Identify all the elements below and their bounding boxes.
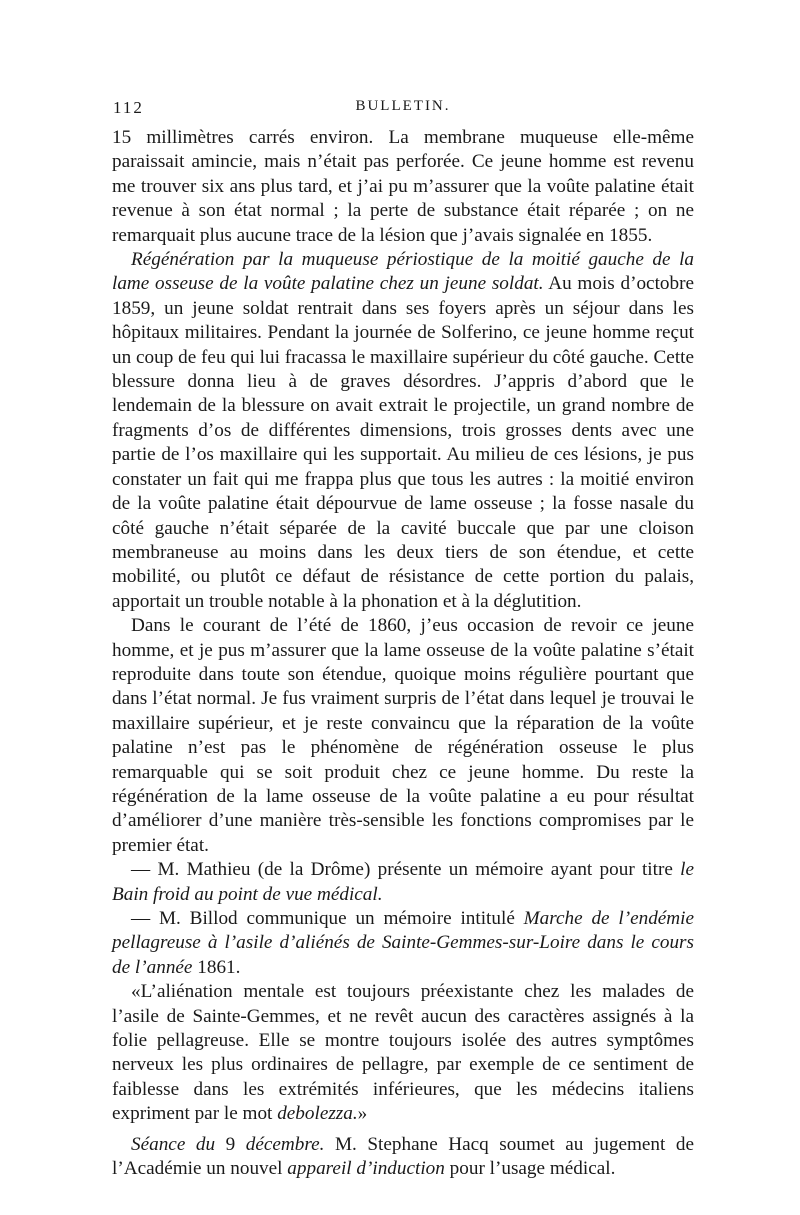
paragraph-text: Dans le courant de l’été de 1860, j’eus occasion de revoir ce jeune homme, et je pus m’assurer que la lame osseuse de la voûte palatine s’était reproduite dans toute son étendue, quoique moins régulière pourtant que dans l’état normal. Je fus vraiment surpris de l’état dans lequel je trouvai le maxillaire supérieur, et je reste convaincu que la réparation de la voûte palatine n’est pas le phénomène de régénération osseuse le plus remarquable qui se soit produit chez ce jeune homme. Du reste la régénération de la lame osseuse de la voûte palatine a eu pour résultat d’améliorer d’une manière très-sensible les fonctions compromises par le premier état. — [112, 615, 694, 856]
closing-guillemet: » — [357, 1103, 368, 1125]
paragraph-7 — [112, 1133, 694, 1182]
running-title: BULLETIN. — [355, 98, 451, 114]
paragraph-6 — [112, 980, 694, 1126]
body-text — [112, 126, 694, 1181]
paragraph-2 — [112, 248, 694, 614]
paragraph-text: M. Stephane Hacq soumet au jugement de l’Académie un nouvel — [112, 1133, 694, 1180]
memoir-title: Marche de l’endémie pellagreuse à l’asile d’aliénés de Sainte-Gemmes-sur-Loire dans le cours de l’année — [112, 908, 695, 978]
session-day: 9 — [225, 1133, 236, 1155]
paragraph-text: 15 millimètres carrés environ. La membrane muqueuse elle-même paraissait amincie, mais n’était pas perforée. Ce jeune homme est revenu me trouver six ans plus tard, et j’ai pu m’assurer que la voûte palatine était revenue à son état normal ; la perte de substance était réparée ; on ne remarquait plus aucune trace de la lésion que j’avais signalée en 1855. — [112, 127, 694, 246]
italian-term: debolezza. — [277, 1103, 358, 1125]
page-header — [113, 98, 693, 122]
memoir-title: le Bain froid au point de vue médical. — [112, 859, 695, 905]
paragraph-4 — [112, 858, 694, 907]
paragraph-1 — [112, 126, 694, 248]
paragraph-3 — [112, 614, 694, 858]
page-number: 112 — [113, 98, 144, 117]
session-month: décembre. — [245, 1133, 325, 1155]
paragraph-text: — M. Mathieu (de la Drôme) présente un mémoire ayant pour titre — [131, 859, 673, 881]
memoir-year: 1861. — [197, 956, 241, 978]
apparatus-name: appareil d’induction — [287, 1158, 445, 1180]
paragraph-5 — [112, 907, 694, 980]
paragraph-text: — M. Billod communique un mémoire intitulé — [131, 908, 515, 929]
quotation-text: «L’aliénation mentale est toujours préexistante chez les malades de l’asile de Sainte-Gemmes, et ne revêt aucun des caractères assignés à la folie pellagreuse. Elle se montre toujours isolée des autres symptômes nerveux les plus ordinaires de pellagre, par exemple de ce sentiment de faiblesse dans les extrémités inférieures, que les médecins italiens expriment par le mot — [112, 981, 694, 1125]
paragraph-tail: pour l’usage médical. — [449, 1158, 616, 1180]
section-title: Régénération par la muqueuse périostique de la moitié gauche de la lame osseuse de la voûte palatine chez un jeune soldat. — [112, 249, 694, 295]
paragraph-text: Au mois d’octobre 1859, un jeune soldat rentrait dans ses foyers après un séjour dans les hôpitaux militaires. Pendant la journée de Solferino, ce jeune homme reçut un coup de feu qui lui fracassa le maxillaire supérieur du côté gauche. Cette blessure donna lieu à de graves désordres. J’appris d’abord que le lendemain de la blessure on avait extrait le projectile, un grand nombre de fragments d’os de différentes dimensions, trois grosses dents avec une partie de l’os maxillaire qui les supportait. Au milieu de ces lésions, je pus constater un fait qui me frappa plus que tous les autres : la moitié environ de la voûte palatine était dépourvue de lame osseuse ; la fosse nasale du côté gauche n’était séparée de la cavité buccale que par une cloison membraneuse au moins dans les deux tiers de son étendue, et cette mobilité, ou plutôt ce défaut de résistance de cette portion du palais, apportait un trouble notable à la phonation et à la déglutition. — [112, 273, 694, 612]
session-label: Séance du — [131, 1133, 216, 1155]
